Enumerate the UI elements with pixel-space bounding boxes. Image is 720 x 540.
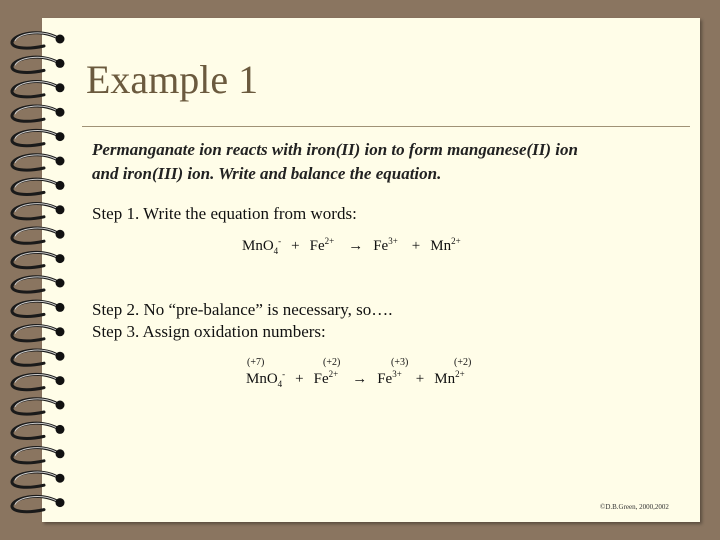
step-2-text: Step 2. No “pre-balance” is necessary, so…. — [92, 300, 393, 319]
manganese-ii-formula: Mn — [430, 238, 452, 254]
manganese-ii-formula: Mn — [434, 371, 456, 387]
plus-sign: + — [295, 371, 304, 387]
title-divider — [82, 126, 690, 127]
iron-iii-formula: Fe — [377, 371, 393, 387]
binding-ring — [12, 301, 65, 316]
binding-ring — [12, 350, 65, 365]
reaction-arrow: → — [352, 371, 368, 387]
iron-ii-charge: 2+ — [324, 236, 335, 246]
steps-2-3 — [92, 299, 393, 343]
binding-ring — [12, 155, 65, 170]
permanganate-subscript: 4 — [273, 246, 279, 256]
permanganate-charge: - — [278, 236, 282, 246]
copyright-notice: ©D.B.Green, 2000,2002 — [600, 503, 669, 511]
reaction-arrow: → — [348, 238, 364, 254]
binding-ring — [12, 57, 65, 72]
permanganate — [242, 238, 281, 254]
iron-ii-charge: 2+ — [328, 369, 339, 379]
permanganate-charge: - — [282, 369, 286, 379]
plus-sign: + — [411, 238, 421, 254]
iron-ii-formula: Fe — [309, 238, 325, 254]
iron-ii-formula: Fe — [313, 371, 329, 387]
slide-title: Example 1 — [86, 57, 259, 102]
binding-ring — [12, 82, 65, 97]
binding-ring — [12, 106, 65, 121]
step-1-text: Step 1. Write the equation from words: — [92, 204, 357, 223]
iron-ii — [314, 371, 339, 387]
binding-ring — [12, 326, 65, 341]
binding-ring — [12, 33, 65, 48]
oxidation-number-fe-product: (+3) — [391, 357, 409, 368]
manganese-ii-charge: 2+ — [455, 369, 465, 379]
oxidation-number-mn-reactant: (+7) — [247, 357, 265, 368]
binding-ring — [12, 130, 65, 145]
binding-ring — [12, 472, 65, 487]
binding-ring — [12, 399, 65, 414]
binding-ring — [12, 374, 65, 389]
permanganate-formula: MnO — [242, 238, 274, 254]
binding-ring — [12, 252, 65, 267]
binding-ring — [12, 179, 65, 194]
spiral-binding — [0, 0, 80, 540]
oxidation-number-fe-reactant: (+2) — [323, 357, 341, 368]
permanganate — [246, 371, 285, 387]
equation-words — [242, 236, 461, 256]
iron-ii — [310, 238, 335, 254]
equation-oxidation — [246, 369, 465, 389]
plus-sign: + — [291, 238, 300, 254]
iron-iii — [373, 238, 398, 254]
manganese-ii-charge: 2+ — [451, 236, 461, 246]
step-3-text: Step 3. Assign oxidation numbers: — [92, 322, 326, 341]
binding-ring — [12, 228, 65, 243]
problem-statement — [92, 138, 578, 186]
binding-ring — [12, 448, 65, 463]
manganese-ii — [434, 371, 464, 387]
problem-line-2: and iron(III) ion. Write and balance the equation. — [92, 164, 442, 183]
binding-ring — [12, 423, 65, 438]
permanganate-subscript: 4 — [277, 379, 283, 389]
iron-iii-charge: 3+ — [392, 369, 402, 379]
iron-iii — [377, 371, 402, 387]
iron-iii-charge: 3+ — [388, 236, 398, 246]
manganese-ii — [430, 238, 460, 254]
iron-iii-formula: Fe — [373, 238, 389, 254]
binding-ring — [12, 277, 65, 292]
oxidation-number-mn-product: (+2) — [454, 357, 472, 368]
plus-sign: + — [415, 371, 425, 387]
binding-ring — [12, 496, 65, 511]
permanganate-formula: MnO — [246, 371, 278, 387]
binding-ring — [12, 204, 65, 219]
problem-line-1: Permanganate ion reacts with iron(II) ion to form manganese(II) ion — [92, 140, 578, 159]
